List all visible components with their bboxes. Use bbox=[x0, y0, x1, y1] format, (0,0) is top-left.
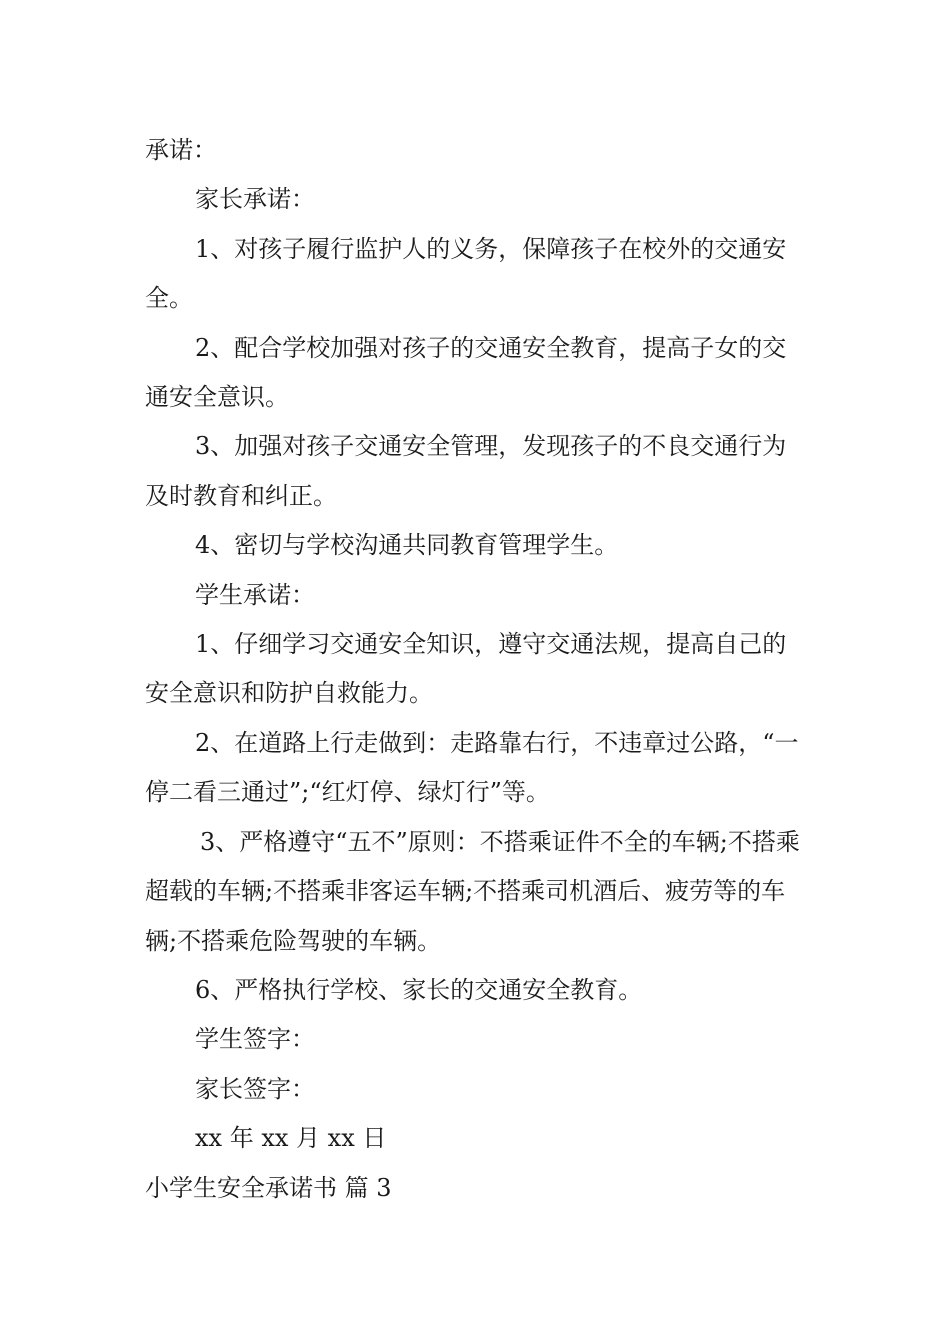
student-item-6: 6、严格执行学校、家长的交通安全教育。 bbox=[195, 975, 643, 1004]
student-item-1: 1、仔细学习交通安全知识，遵守交通法规，提高自己的安全意识和防护自救能力。 bbox=[145, 630, 787, 708]
next-article-title: 小学生安全承诺书 篇 3 bbox=[145, 1173, 392, 1202]
date-line: xx 年 xx 月 xx 日 bbox=[195, 1124, 387, 1153]
parent-signature: 家长签字： bbox=[195, 1074, 315, 1103]
student-signature: 学生签字： bbox=[195, 1025, 315, 1054]
parent-item-2: 2、配合学校加强对孩子的交通安全教育，提高子女的交通安全意识。 bbox=[145, 333, 787, 412]
heading-commitment: 承诺： bbox=[145, 136, 217, 164]
parent-item-3: 3、加强对孩子交通安全管理，发现孩子的不良交通行为及时教育和纠正。 bbox=[145, 432, 787, 510]
student-item-2: 2、在道路上行走做到：走路靠右行，不违章过公路，“一停二看三通过”;“红灯停、绿灯行”等。 bbox=[145, 728, 799, 807]
parent-item-4: 4、密切与学校沟通共同教育管理学生。 bbox=[195, 531, 619, 560]
student-item-3: 3、严格遵守“五不”原则：不搭乘证件不全的车辆;不搭乘超载的车辆;不搭乘非客运车辆;不搭乘司机酒后、疲劳等的车辆;不搭乘危险驾驶的车辆。 bbox=[145, 827, 800, 955]
document-body bbox=[145, 126, 810, 1213]
section-parent-commitment: 家长承诺： bbox=[195, 185, 315, 214]
parent-item-1: 1、对孩子履行监护人的义务，保障孩子在校外的交通安全。 bbox=[145, 234, 787, 313]
section-student-commitment: 学生承诺： bbox=[195, 580, 315, 609]
